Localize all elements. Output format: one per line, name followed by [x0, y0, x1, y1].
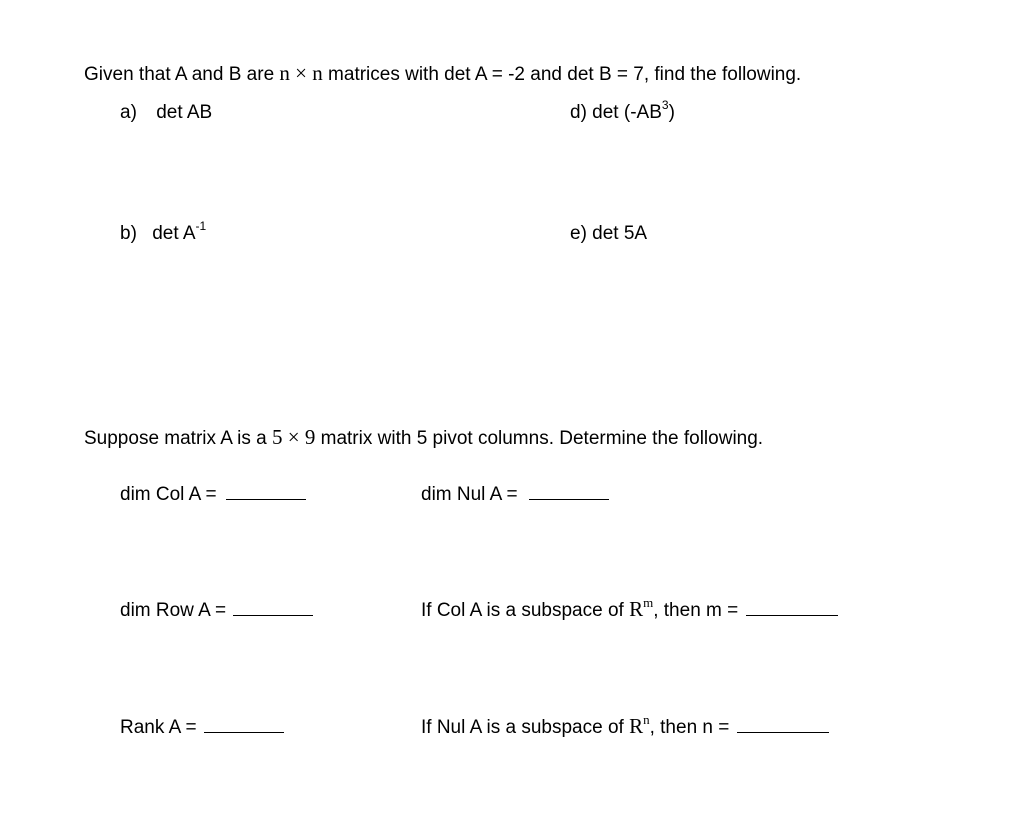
nul-R-exponent: n [643, 711, 650, 727]
intro2-text-post: matrix with 5 pivot columns. Determine the following. [315, 428, 764, 449]
question-1-intro [84, 61, 801, 87]
col-subspace-post: , then m = [653, 600, 739, 621]
dim-col-row [120, 481, 306, 507]
part-d-exponent: 3 [661, 97, 669, 112]
intro2-text-pre: Suppose matrix A is a [84, 428, 272, 449]
part-b [120, 218, 207, 246]
dim-nul-row [421, 481, 609, 507]
col-R-symbol: R [629, 597, 644, 621]
part-e-text: e) det 5A [570, 223, 648, 244]
part-a [120, 101, 212, 125]
dim-nul-blank [529, 481, 609, 500]
question-2-intro [84, 425, 763, 451]
dim-col-blank [226, 481, 306, 500]
rank-label: Rank A = [120, 717, 197, 738]
part-a-label: a) [120, 102, 137, 123]
part-d [570, 97, 675, 125]
rank-row [120, 714, 284, 740]
dim-row-blank [233, 597, 313, 616]
nul-subspace-blank [737, 714, 829, 733]
col-R-exponent: m [643, 594, 654, 610]
nul-subspace-pre: If Nul A is a subspace of [421, 717, 630, 738]
intro2-math: 5 × 9 [272, 425, 316, 449]
dim-col-label: dim Col A = [120, 484, 217, 505]
part-a-text: det AB [156, 102, 213, 123]
col-subspace-row [421, 594, 838, 623]
dim-row-label: dim Row A = [120, 600, 227, 621]
dim-row-row [120, 597, 313, 623]
part-b-label: b) [120, 223, 137, 244]
part-d-text: d) det (-AB [570, 102, 662, 123]
dim-nul-label: dim Nul A = [421, 484, 518, 505]
part-d-close: ) [668, 102, 675, 123]
intro-math: n × n [279, 61, 323, 85]
part-b-exponent: -1 [195, 218, 207, 233]
col-subspace-blank [746, 597, 838, 616]
intro-text-post: matrices with det A = -2 and det B = 7, find the following. [322, 64, 802, 85]
rank-blank [204, 714, 284, 733]
nul-subspace-row [421, 711, 829, 740]
nul-subspace-post: , then n = [649, 717, 730, 738]
part-b-text: det A [152, 223, 196, 244]
intro-text-pre: Given that A and B are [84, 64, 280, 85]
nul-R-symbol: R [629, 714, 644, 738]
part-e [570, 222, 647, 246]
col-subspace-pre: If Col A is a subspace of [421, 600, 630, 621]
